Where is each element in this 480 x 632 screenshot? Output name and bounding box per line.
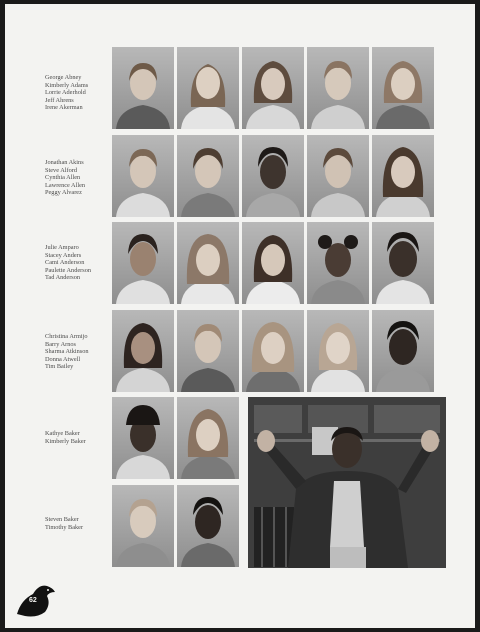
student-name: Christina Armijo	[45, 333, 88, 340]
name-caption-row-3	[45, 244, 113, 282]
student-portrait	[372, 310, 434, 392]
student-name: Jeff Ahrens	[45, 96, 74, 104]
student-name: Steven Baker	[45, 516, 79, 523]
student-name: Cami Anderson	[45, 259, 85, 267]
student-name: Sharma Atkinson	[45, 348, 89, 356]
student-name: Irene Akerman	[45, 104, 83, 112]
name-caption-row-2	[45, 159, 113, 197]
student-portrait	[112, 310, 174, 392]
student-portrait	[372, 47, 434, 129]
student-portrait	[242, 310, 304, 392]
student-portrait	[177, 47, 239, 129]
student-portrait	[307, 310, 369, 392]
student-portrait	[177, 310, 239, 392]
student-portrait	[112, 135, 174, 217]
name-caption-row-1	[45, 74, 113, 112]
student-name: Kathye Baker	[45, 430, 80, 437]
student-portrait	[177, 135, 239, 217]
student-portrait	[307, 47, 369, 129]
student-portrait	[242, 135, 304, 217]
name-caption-row-4	[45, 333, 113, 371]
student-name: Stacey Anders	[45, 251, 82, 259]
student-name: Steve Alford	[45, 166, 78, 174]
student-name: Lorrie Aderhold	[45, 89, 86, 97]
student-portrait	[307, 222, 369, 304]
student-name: Cynthia Allen	[45, 174, 81, 182]
student-portrait	[112, 47, 174, 129]
student-name: Peggy Alvarez	[45, 189, 82, 197]
yearbook-page	[5, 4, 475, 628]
page-number: 62	[29, 597, 37, 604]
student-portrait	[177, 397, 239, 479]
student-name: George Abney	[45, 74, 82, 81]
name-caption-row-5	[45, 430, 113, 445]
student-portrait	[372, 222, 434, 304]
student-portrait	[112, 222, 174, 304]
student-name: Lawrence Allen	[45, 181, 86, 189]
student-name: Paulette Anderson	[45, 266, 91, 274]
student-name: Tad Anderson	[45, 274, 81, 282]
student-portrait	[177, 485, 239, 567]
name-caption-row-6	[45, 516, 113, 531]
student-name: Barry Arnos	[45, 340, 76, 348]
student-name: Kimberly Baker	[45, 437, 86, 445]
student-portrait	[177, 222, 239, 304]
student-portrait	[242, 222, 304, 304]
student-portrait	[307, 135, 369, 217]
student-name: Donna Atwell	[45, 355, 81, 363]
student-portrait	[242, 47, 304, 129]
student-portrait	[112, 397, 174, 479]
student-name: Julie Amparo	[45, 244, 79, 251]
student-name: Timothy Baker	[45, 523, 84, 531]
student-portrait	[112, 485, 174, 567]
student-name: Jonathan Akins	[45, 159, 84, 166]
student-name: Kimberly Adams	[45, 81, 89, 89]
student-name: Tim Bailey	[45, 363, 74, 371]
candid-photo	[248, 397, 446, 568]
student-portrait	[372, 135, 434, 217]
